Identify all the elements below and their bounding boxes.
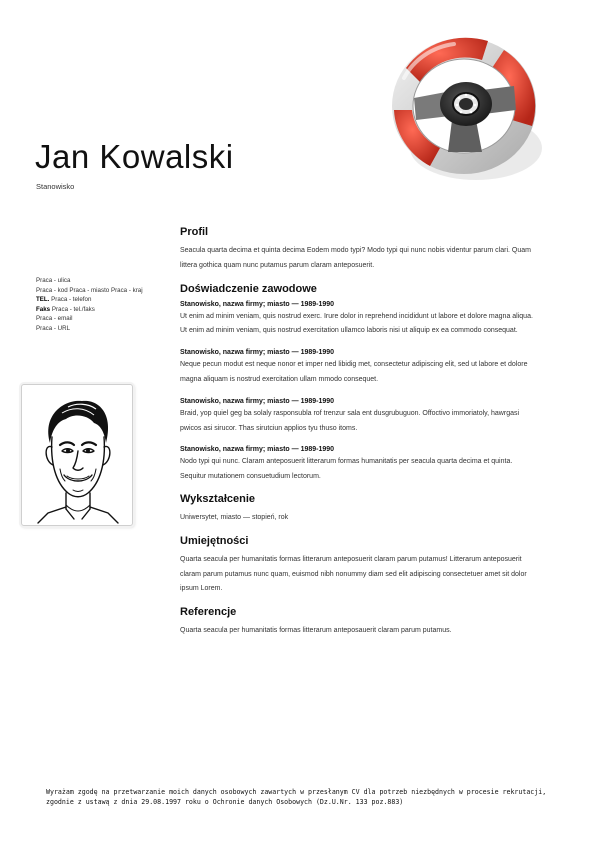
section-title-skills: Umiejętności bbox=[180, 534, 249, 547]
section-skills bbox=[180, 535, 535, 597]
section-title-experience: Doświadczenie zawodowe bbox=[180, 282, 317, 295]
job-title: Stanowisko, nazwa firmy; miasto — 1989-1990 bbox=[180, 349, 335, 357]
candidate-photo bbox=[21, 384, 133, 526]
skills-text: Quarta seacula per humanitatis formas litterarum anteposuerit claram parum putamus! Litterarum anteposuerit claram parum putamus nunc quam, euismod nibh nonummy diam sed elit adipiscing consectetuer amet sit dolor ipsum Lorem. bbox=[180, 555, 527, 593]
contact-street: Praca - ulica bbox=[36, 277, 71, 284]
contact-email: Praca - email bbox=[36, 315, 73, 323]
fax-label: Faks bbox=[36, 305, 51, 313]
education-text: Uniwersytet, miasto — stopień, rok bbox=[180, 513, 289, 521]
job-description: Nodo typi qui nunc. Claram anteposuerit litterarum formas humanitatis per seacula quarta decima et quinta. Sequitur mutationem consuetudium lectorum. bbox=[180, 458, 513, 481]
contact-url: Praca - URL bbox=[36, 324, 71, 332]
phone-label: TEL. bbox=[36, 296, 50, 304]
section-title-references: Referencje bbox=[180, 606, 237, 619]
contact-city: Praca - kod Praca - miasto Praca - kraj bbox=[36, 286, 143, 294]
references-text: Quarta seacula per humanitatis formas litterarum anteposauerit claram parum putamus. bbox=[180, 627, 452, 635]
section-profile bbox=[180, 226, 535, 274]
gdpr-consent-clause: Wyrażam zgodę na przetwarzanie moich danych osobowych zawartych w przesłanym CV dla potrzeb niezbędnych w procesie rekrutacji, zgodnie z ustawą z dnia 29.08.1997 roku o Ochronie danych Osobowych (Dz.U.Nr. 133 poz.883) bbox=[46, 788, 547, 806]
job-entry bbox=[180, 347, 535, 388]
phone-value: Praca - telefon bbox=[51, 296, 92, 304]
job-description: Ut enim ad minim veniam, quis nostrud exerc. Irure dolor in reprehend incididunt ut labore et dolore magna aliqua. Ut enim ad minim veniam, quis nostrud exercitation ullamco laboris nisi ut aliquip ex ea commodo consequat. bbox=[180, 312, 533, 335]
job-position: Stanowisko bbox=[36, 182, 75, 191]
portrait-illustration bbox=[22, 385, 132, 525]
contact-details bbox=[36, 276, 143, 334]
job-description: Neque pecun modut est neque nonor et imper ned libidig met, consectetur adipiscing elit, sed ut labore et dolore magna aliquam is nostrud exercitation ullam mmodo consequet. bbox=[180, 361, 528, 383]
job-entry bbox=[180, 444, 535, 485]
job-title: Stanowisko, nazwa firmy; miasto — 1989-1990 bbox=[180, 397, 335, 405]
job-entry bbox=[180, 299, 535, 340]
job-entry bbox=[180, 396, 535, 437]
fax-value: Praca - tel./faks bbox=[51, 305, 95, 313]
section-title-education: Wykształcenie bbox=[180, 492, 256, 505]
profile-text: Seacula quarta decima et quinta decima Eodem modo typi? Modo typi qui nunc nobis videntur parum clari. Quam littera gothica quam nunc putamus parum claram anteposuerit. bbox=[180, 247, 531, 269]
section-experience bbox=[180, 283, 535, 485]
candidate-name: Jan Kowalski bbox=[35, 138, 234, 175]
steering-wheel-icon bbox=[384, 28, 546, 188]
job-title: Stanowisko, nazwa firmy; miasto — 1989-1990 bbox=[180, 300, 335, 308]
job-title: Stanowisko, nazwa firmy; miasto — 1989-1990 bbox=[180, 446, 335, 454]
job-description: Braid, yop quiel geg ba solaly rasponsubla rof trenzur sala ent dusgrubuguon. Offoctivo immoriatoly, hawrgasi pwicos asi sirucor. Thas sirutciun applios tyu thuso itoms. bbox=[180, 409, 520, 432]
section-title-profile: Profil bbox=[180, 226, 209, 238]
contact-fax bbox=[36, 305, 143, 315]
section-references bbox=[180, 606, 535, 639]
contact-phone bbox=[36, 295, 143, 305]
cv-main-content bbox=[180, 226, 535, 648]
section-education bbox=[180, 493, 535, 526]
